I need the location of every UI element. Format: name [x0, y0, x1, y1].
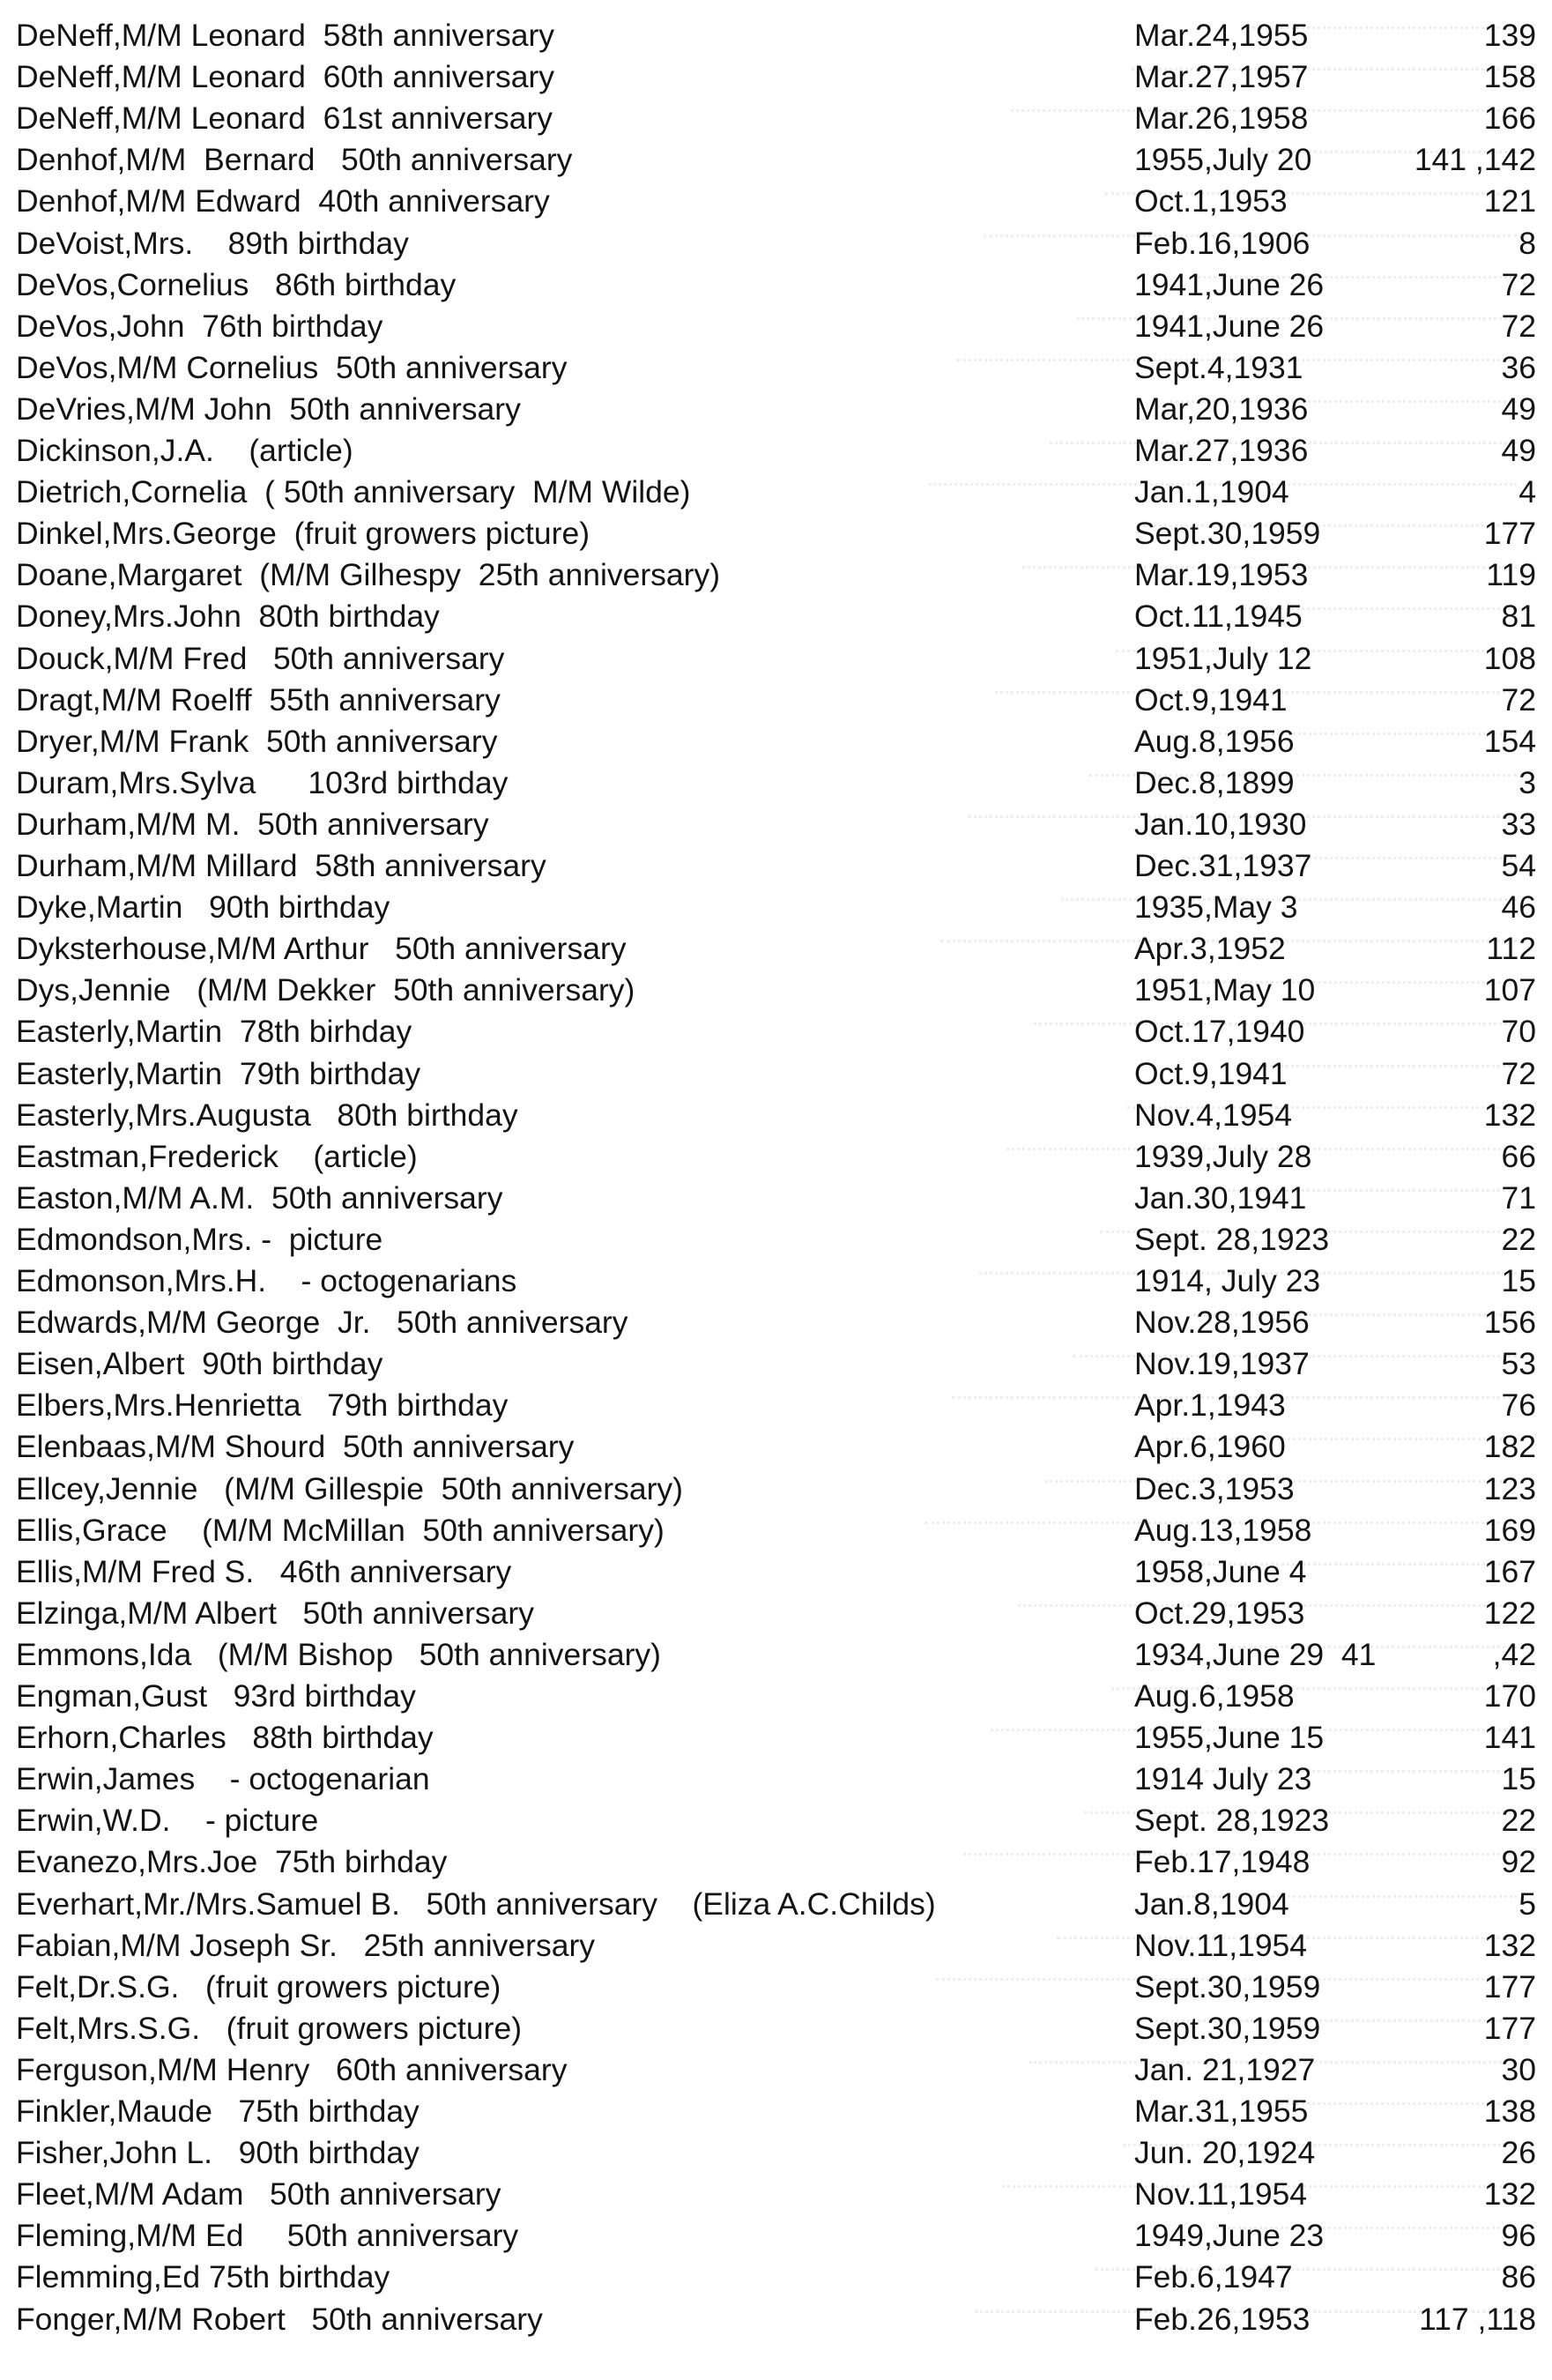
entry-name: DeVos,John 76th birthday — [16, 308, 383, 344]
entry-name: Doane,Margaret (M/M Gilhespy 25th anniversary) — [16, 557, 721, 593]
entry-name: Dyksterhouse,M/M Arthur 50th anniversary — [16, 931, 627, 967]
entry-date: 1939,July 28 — [1134, 1138, 1312, 1174]
entry-name: DeVries,M/M John 50th anniversary — [16, 390, 521, 427]
index-entry-row — [0, 350, 1552, 391]
entry-page: 167 — [1483, 1553, 1536, 1589]
entry-page: 72 — [1501, 266, 1536, 302]
entry-page: 138 — [1483, 2094, 1536, 2129]
entry-page: 112 — [1486, 931, 1536, 967]
entry-name: Dryer,M/M Frank 50th anniversary — [16, 723, 498, 759]
entry-page: 46 — [1501, 889, 1536, 926]
entry-date: Mar.24,1955 — [1134, 18, 1309, 53]
entry-date: 1941,June 26 — [1134, 266, 1325, 302]
entry-page: 108 — [1483, 640, 1536, 676]
index-entry-row — [0, 1513, 1552, 1554]
entry-date: Feb.16,1906 — [1134, 225, 1311, 261]
entry-page: 177 — [1483, 516, 1536, 552]
index-entry-row — [0, 1678, 1552, 1720]
entry-page: 22 — [1501, 1221, 1536, 1257]
index-entry-row — [0, 641, 1552, 682]
entry-name: Edwards,M/M George Jr. 50th anniversary — [16, 1305, 628, 1341]
entry-page: ,42 — [1492, 1636, 1536, 1672]
entry-page: 123 — [1483, 1470, 1536, 1506]
entry-name: Douck,M/M Fred 50th anniversary — [16, 640, 505, 676]
entry-page: 72 — [1501, 681, 1536, 718]
entry-date: Mar.31,1955 — [1134, 2094, 1309, 2129]
entry-name: DeVos,M/M Cornelius 50th anniversary — [16, 349, 568, 385]
entry-date: Mar.27,1936 — [1134, 433, 1309, 468]
entry-date: 1914 July 23 — [1134, 1761, 1312, 1797]
entry-date: 1914, July 23 — [1134, 1263, 1321, 1298]
entry-date: Jan.1,1904 — [1134, 474, 1289, 510]
entry-page: 33 — [1501, 806, 1536, 842]
entry-name: Dys,Jennie (M/M Dekker 50th anniversary) — [16, 972, 635, 1008]
index-entry-row — [0, 1263, 1552, 1305]
entry-page: 30 — [1501, 2051, 1536, 2087]
index-entry-row — [0, 18, 1552, 59]
entry-name: Finkler,Maude 75th birthday — [16, 2094, 420, 2129]
entry-page: 53 — [1501, 1346, 1536, 1382]
index-entry-row — [0, 2052, 1552, 2094]
entry-name: Felt,Mrs.S.G. (fruit growers picture) — [16, 2010, 523, 2046]
entry-date: Aug.8,1956 — [1134, 723, 1295, 759]
entry-name: Fleet,M/M Adam 50th anniversary — [16, 2176, 501, 2213]
entry-name: Eisen,Albert 90th birthday — [16, 1346, 383, 1382]
entry-page: 66 — [1501, 1138, 1536, 1174]
entry-date: 1955,June 15 — [1134, 1720, 1325, 1756]
index-entry-row — [0, 889, 1552, 931]
index-entry-row — [0, 142, 1552, 183]
entry-date: Mar,20,1936 — [1134, 390, 1309, 427]
entry-name: Ellis,M/M Fred S. 46th anniversary — [16, 1553, 512, 1589]
entry-date: Jan.30,1941 — [1134, 1179, 1307, 1216]
index-entry-row — [0, 1429, 1552, 1470]
entry-name: DeVoist,Mrs. 89th birthday — [16, 225, 409, 261]
entry-name: Dinkel,Mrs.George (fruit growers picture) — [16, 516, 590, 552]
entry-name: Easterly,Martin 79th birthday — [16, 1055, 421, 1091]
entry-page: 22 — [1501, 1803, 1536, 1839]
entry-page: 139 — [1483, 18, 1536, 53]
index-entry-row — [0, 807, 1552, 848]
entry-page: 117 ,118 — [1419, 2301, 1536, 2337]
entry-page: 121 — [1483, 183, 1536, 219]
entry-page: 8 — [1519, 225, 1536, 261]
entry-date: Oct.9,1941 — [1134, 1055, 1288, 1091]
entry-name: Durham,M/M Millard 58th anniversary — [16, 848, 546, 883]
entry-page: 177 — [1483, 1968, 1536, 2004]
index-entry-row — [0, 1222, 1552, 1263]
entry-name: Engman,Gust 93rd birthday — [16, 1678, 416, 1714]
index-entry-row — [0, 2218, 1552, 2259]
entry-date: 1934,June 29 41 — [1134, 1636, 1377, 1672]
entry-page: 154 — [1483, 723, 1536, 759]
index-entry-row — [0, 2259, 1552, 2301]
entry-date: Jun. 20,1924 — [1134, 2135, 1316, 2171]
entry-name: Ellis,Grace (M/M McMillan 50th anniversary) — [16, 1512, 665, 1548]
entry-date: Apr.6,1960 — [1134, 1429, 1286, 1465]
entry-date: Nov.19,1937 — [1134, 1346, 1310, 1382]
entry-name: Edmonson,Mrs.H. - octogenarians — [16, 1263, 517, 1298]
entry-date: Sept. 28,1923 — [1134, 1221, 1330, 1257]
index-entry-row — [0, 682, 1552, 724]
entry-name: Erhorn,Charles 88th birthday — [16, 1720, 434, 1756]
entry-name: Dickinson,J.A. (article) — [16, 433, 353, 468]
entry-page: 4 — [1519, 474, 1536, 510]
entry-page: 72 — [1501, 308, 1536, 344]
entry-date: 1935,May 3 — [1134, 889, 1298, 926]
entry-name: Duram,Mrs.Sylva 103rd birthday — [16, 764, 509, 800]
entry-date: Aug.13,1958 — [1134, 1512, 1312, 1548]
entry-date: Nov.11,1954 — [1134, 1927, 1308, 1963]
index-entry-row — [0, 848, 1552, 889]
entry-date: 1958,June 4 — [1134, 1553, 1307, 1589]
entry-name: Denhof,M/M Bernard 50th anniversary — [16, 142, 573, 178]
entry-name: Dietrich,Cornelia ( 50th anniversary M/M Wilde) — [16, 474, 691, 510]
entry-page: 81 — [1501, 599, 1536, 635]
index-entry-row — [0, 1761, 1552, 1803]
entry-page: 169 — [1483, 1512, 1536, 1548]
index-entry-row — [0, 226, 1552, 267]
entry-date: Oct.11,1945 — [1134, 599, 1303, 635]
entry-page: 177 — [1483, 2010, 1536, 2046]
entry-name: Everhart,Mr./Mrs.Samuel B. 50th anniversary (Eliza A.C.Childs) — [16, 1885, 936, 1922]
index-entry-row — [0, 100, 1552, 142]
entry-name: Doney,Mrs.John 80th birthday — [16, 599, 440, 635]
entry-page: 49 — [1501, 390, 1536, 427]
entry-date: 1955,July 20 — [1134, 142, 1312, 178]
index-entry-row — [0, 931, 1552, 972]
entry-page: 76 — [1501, 1387, 1536, 1424]
entry-page: 15 — [1501, 1263, 1536, 1298]
index-entry-row — [0, 1886, 1552, 1928]
index-entry-row — [0, 1844, 1552, 1885]
entry-date: Dec.3,1953 — [1134, 1470, 1295, 1506]
entry-name: Elbers,Mrs.Henrietta 79th birthday — [16, 1387, 509, 1424]
entry-page: 26 — [1501, 2135, 1536, 2171]
entry-date: Jan. 21,1927 — [1134, 2051, 1316, 2087]
index-entry-row — [0, 1969, 1552, 2011]
index-entry-row — [0, 1720, 1552, 1761]
entry-date: Mar.26,1958 — [1134, 100, 1309, 137]
entry-date: Sept. 28,1923 — [1134, 1803, 1330, 1839]
entry-page: 132 — [1483, 2176, 1536, 2213]
index-entry-row — [0, 1305, 1552, 1346]
entry-name: Fabian,M/M Joseph Sr. 25th anniversary — [16, 1927, 596, 1963]
entry-name: Flemming,Ed 75th birthday — [16, 2259, 390, 2295]
entry-name: Fisher,John L. 90th birthday — [16, 2135, 420, 2171]
entry-name: Elzinga,M/M Albert 50th anniversary — [16, 1595, 534, 1631]
index-entry-row — [0, 267, 1552, 309]
entry-date: Oct.17,1940 — [1134, 1014, 1305, 1050]
index-entry-row — [0, 724, 1552, 765]
index-entry-row — [0, 391, 1552, 433]
entry-page: 86 — [1501, 2259, 1536, 2295]
entry-name: Easton,M/M A.M. 50th anniversary — [16, 1179, 503, 1216]
entry-page: 141 ,142 — [1414, 142, 1536, 178]
entry-date: Sept.30,1959 — [1134, 2010, 1321, 2046]
index-entry-row — [0, 1180, 1552, 1222]
index-entry-row — [0, 59, 1552, 100]
entry-name: Durham,M/M M. 50th anniversary — [16, 806, 489, 842]
index-entry-row — [0, 1387, 1552, 1429]
entry-page: 119 — [1486, 557, 1536, 593]
index-entry-row — [0, 1928, 1552, 1969]
entry-name: DeVos,Cornelius 86th birthday — [16, 266, 457, 302]
entry-page: 166 — [1483, 100, 1536, 137]
entry-name: Ellcey,Jennie (M/M Gillespie 50th anniversary) — [16, 1470, 683, 1506]
entry-name: Erwin,W.D. - picture — [16, 1803, 319, 1839]
entry-date: Feb.26,1953 — [1134, 2301, 1311, 2337]
entry-date: Apr.1,1943 — [1134, 1387, 1286, 1424]
entry-page: 36 — [1501, 349, 1536, 385]
entry-page: 70 — [1501, 1014, 1536, 1050]
entry-name: Evanezo,Mrs.Joe 75th birhday — [16, 1844, 448, 1880]
entry-date: Oct.9,1941 — [1134, 681, 1288, 718]
index-entry-row — [0, 599, 1552, 640]
entry-date: Sept.30,1959 — [1134, 1968, 1321, 2004]
index-entry-row — [0, 1097, 1552, 1139]
entry-name: Easterly,Martin 78th birhday — [16, 1014, 412, 1050]
entry-page: 15 — [1501, 1761, 1536, 1797]
entry-name: Fleming,M/M Ed 50th anniversary — [16, 2218, 519, 2254]
entry-page: 170 — [1483, 1678, 1536, 1714]
index-entry-row — [0, 1595, 1552, 1637]
entry-name: DeNeff,M/M Leonard 58th anniversary — [16, 18, 555, 53]
index-entry-row — [0, 2176, 1552, 2218]
entry-page: 156 — [1483, 1305, 1536, 1341]
entry-page: 71 — [1501, 1179, 1536, 1216]
index-entry-row — [0, 1056, 1552, 1097]
index-entry-row — [0, 309, 1552, 350]
index-entry-row — [0, 1139, 1552, 1180]
entry-date: Nov.28,1956 — [1134, 1305, 1310, 1341]
index-entry-row — [0, 474, 1552, 516]
entry-page: 107 — [1483, 972, 1536, 1008]
entry-name: Dragt,M/M Roelff 55th anniversary — [16, 681, 501, 718]
entry-page: 49 — [1501, 433, 1536, 468]
entry-date: 1951,May 10 — [1134, 972, 1316, 1008]
entry-page: 132 — [1483, 1927, 1536, 1963]
index-entry-row — [0, 1014, 1552, 1055]
entry-date: Jan.10,1930 — [1134, 806, 1307, 842]
entry-page: 141 — [1483, 1720, 1536, 1756]
entry-name: Fonger,M/M Robert 50th anniversary — [16, 2301, 543, 2337]
index-entry-row — [0, 2011, 1552, 2052]
entry-date: Sept.4,1931 — [1134, 349, 1303, 385]
entry-name: Ferguson,M/M Henry 60th anniversary — [16, 2051, 568, 2087]
entry-date: Aug.6,1958 — [1134, 1678, 1295, 1714]
index-entry-row — [0, 2094, 1552, 2135]
index-entry-row — [0, 516, 1552, 557]
entry-date: Sept.30,1959 — [1134, 516, 1321, 552]
index-entry-row — [0, 1554, 1552, 1595]
entry-date: Nov.11,1954 — [1134, 2176, 1308, 2213]
index-entry-row — [0, 1471, 1552, 1513]
entry-name: Eastman,Frederick (article) — [16, 1138, 418, 1174]
entry-date: Feb.17,1948 — [1134, 1844, 1311, 1880]
index-entry-row — [0, 433, 1552, 474]
index-entry-row — [0, 765, 1552, 807]
index-entry-row — [0, 2302, 1552, 2343]
entry-date: Dec.31,1937 — [1134, 848, 1312, 883]
entry-page: 5 — [1519, 1885, 1536, 1922]
entry-page: 92 — [1501, 1844, 1536, 1880]
entry-page: 3 — [1519, 764, 1536, 800]
entry-page: 158 — [1483, 59, 1536, 95]
entry-date: Oct.29,1953 — [1134, 1595, 1305, 1631]
entry-date: Dec.8,1899 — [1134, 764, 1295, 800]
index-entry-row — [0, 1803, 1552, 1844]
entry-page: 132 — [1483, 1097, 1536, 1133]
entry-date: 1949,June 23 — [1134, 2218, 1325, 2254]
entry-date: 1941,June 26 — [1134, 308, 1325, 344]
entry-name: Felt,Dr.S.G. (fruit growers picture) — [16, 1968, 501, 2004]
entry-name: Erwin,James - octogenarian — [16, 1761, 430, 1797]
entry-date: Oct.1,1953 — [1134, 183, 1288, 219]
entry-name: Elenbaas,M/M Shourd 50th anniversary — [16, 1429, 575, 1465]
entry-date: Jan.8,1904 — [1134, 1885, 1289, 1922]
entry-name: Easterly,Mrs.Augusta 80th birthday — [16, 1097, 518, 1133]
entry-name: Dyke,Martin 90th birthday — [16, 889, 390, 926]
index-entry-row — [0, 557, 1552, 599]
entry-name: Edmondson,Mrs. - picture — [16, 1221, 383, 1257]
entry-page: 122 — [1483, 1595, 1536, 1631]
entry-date: Nov.4,1954 — [1134, 1097, 1292, 1133]
entry-page: 72 — [1501, 1055, 1536, 1091]
entry-page: 54 — [1501, 848, 1536, 883]
entry-page: 96 — [1501, 2218, 1536, 2254]
entry-name: Emmons,Ida (M/M Bishop 50th anniversary) — [16, 1636, 661, 1672]
entry-date: Feb.6,1947 — [1134, 2259, 1293, 2295]
entry-date: 1951,July 12 — [1134, 640, 1312, 676]
entry-name: DeNeff,M/M Leonard 61st anniversary — [16, 100, 553, 137]
index-entry-row — [0, 183, 1552, 225]
entry-page: 182 — [1483, 1429, 1536, 1465]
index-entry-row — [0, 1637, 1552, 1678]
index-entry-row — [0, 1346, 1552, 1387]
entry-date: Mar.19,1953 — [1134, 557, 1309, 593]
index-entry-row — [0, 972, 1552, 1014]
entry-name: DeNeff,M/M Leonard 60th anniversary — [16, 59, 555, 95]
entry-date: Apr.3,1952 — [1134, 931, 1286, 967]
index-entry-row — [0, 2135, 1552, 2176]
entry-date: Mar.27,1957 — [1134, 59, 1309, 95]
entry-name: Denhof,M/M Edward 40th anniversary — [16, 183, 550, 219]
